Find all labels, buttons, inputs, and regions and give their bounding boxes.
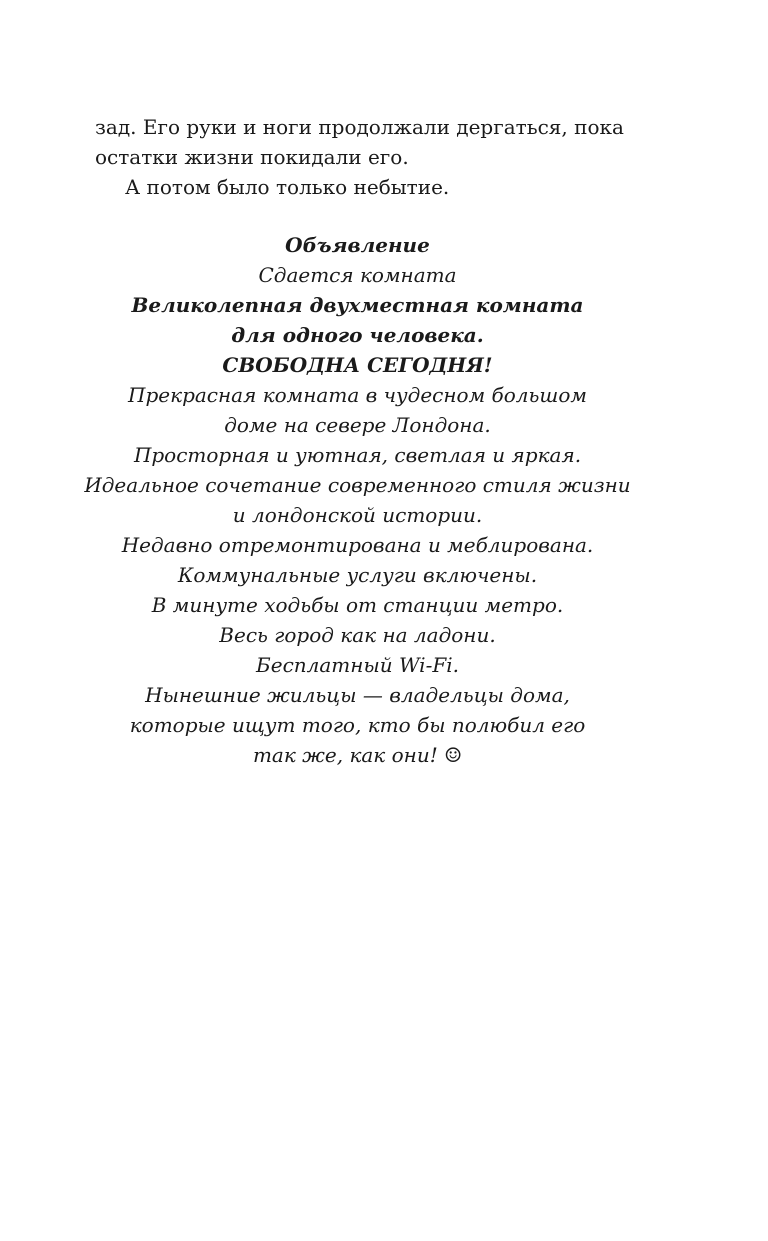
ad-bold-line: СВОБОДНА СЕГОДНЯ! xyxy=(222,353,493,377)
ad-bold-line: для одного человека. xyxy=(231,323,484,347)
ad-bold-line: Великолепная двухместная комната xyxy=(131,293,584,317)
ad-line: так же, как они! ☺ xyxy=(252,743,463,767)
ad-line: доме на севере Лондона. xyxy=(224,413,491,437)
ad-line: Бесплатный Wi-Fi. xyxy=(256,653,459,677)
ad-line: Просторная и уютная, светлая и яркая. xyxy=(133,443,582,467)
ad-line: Нынешние жильцы — владельцы дома, xyxy=(145,683,570,707)
advertisement-block xyxy=(80,230,635,770)
ad-line: и лондонской истории. xyxy=(232,503,483,527)
ad-line: Недавно отремонтирована и меблирована. xyxy=(121,533,594,557)
prose-line: остатки жизни покидали его. xyxy=(95,145,409,169)
prose-line: зад. Его руки и ноги продолжали дергаться, пока xyxy=(95,115,624,139)
ad-subheading: Сдается комната xyxy=(258,263,457,287)
ad-heading: Объявление xyxy=(285,233,430,257)
ad-line: которые ищут того, кто бы полюбил его xyxy=(129,713,586,737)
ad-line: Прекрасная комната в чудесном большом xyxy=(128,383,587,407)
ad-line: Весь город как на ладони. xyxy=(219,623,496,647)
prose-line: А потом было только небытие. xyxy=(125,175,450,199)
ad-line: Идеальное сочетание современного стиля жизни xyxy=(84,473,631,497)
prose-paragraph xyxy=(95,112,655,202)
ad-line: Коммунальные услуги включены. xyxy=(177,563,538,587)
ad-line: В минуте ходьбы от станции метро. xyxy=(151,593,564,617)
